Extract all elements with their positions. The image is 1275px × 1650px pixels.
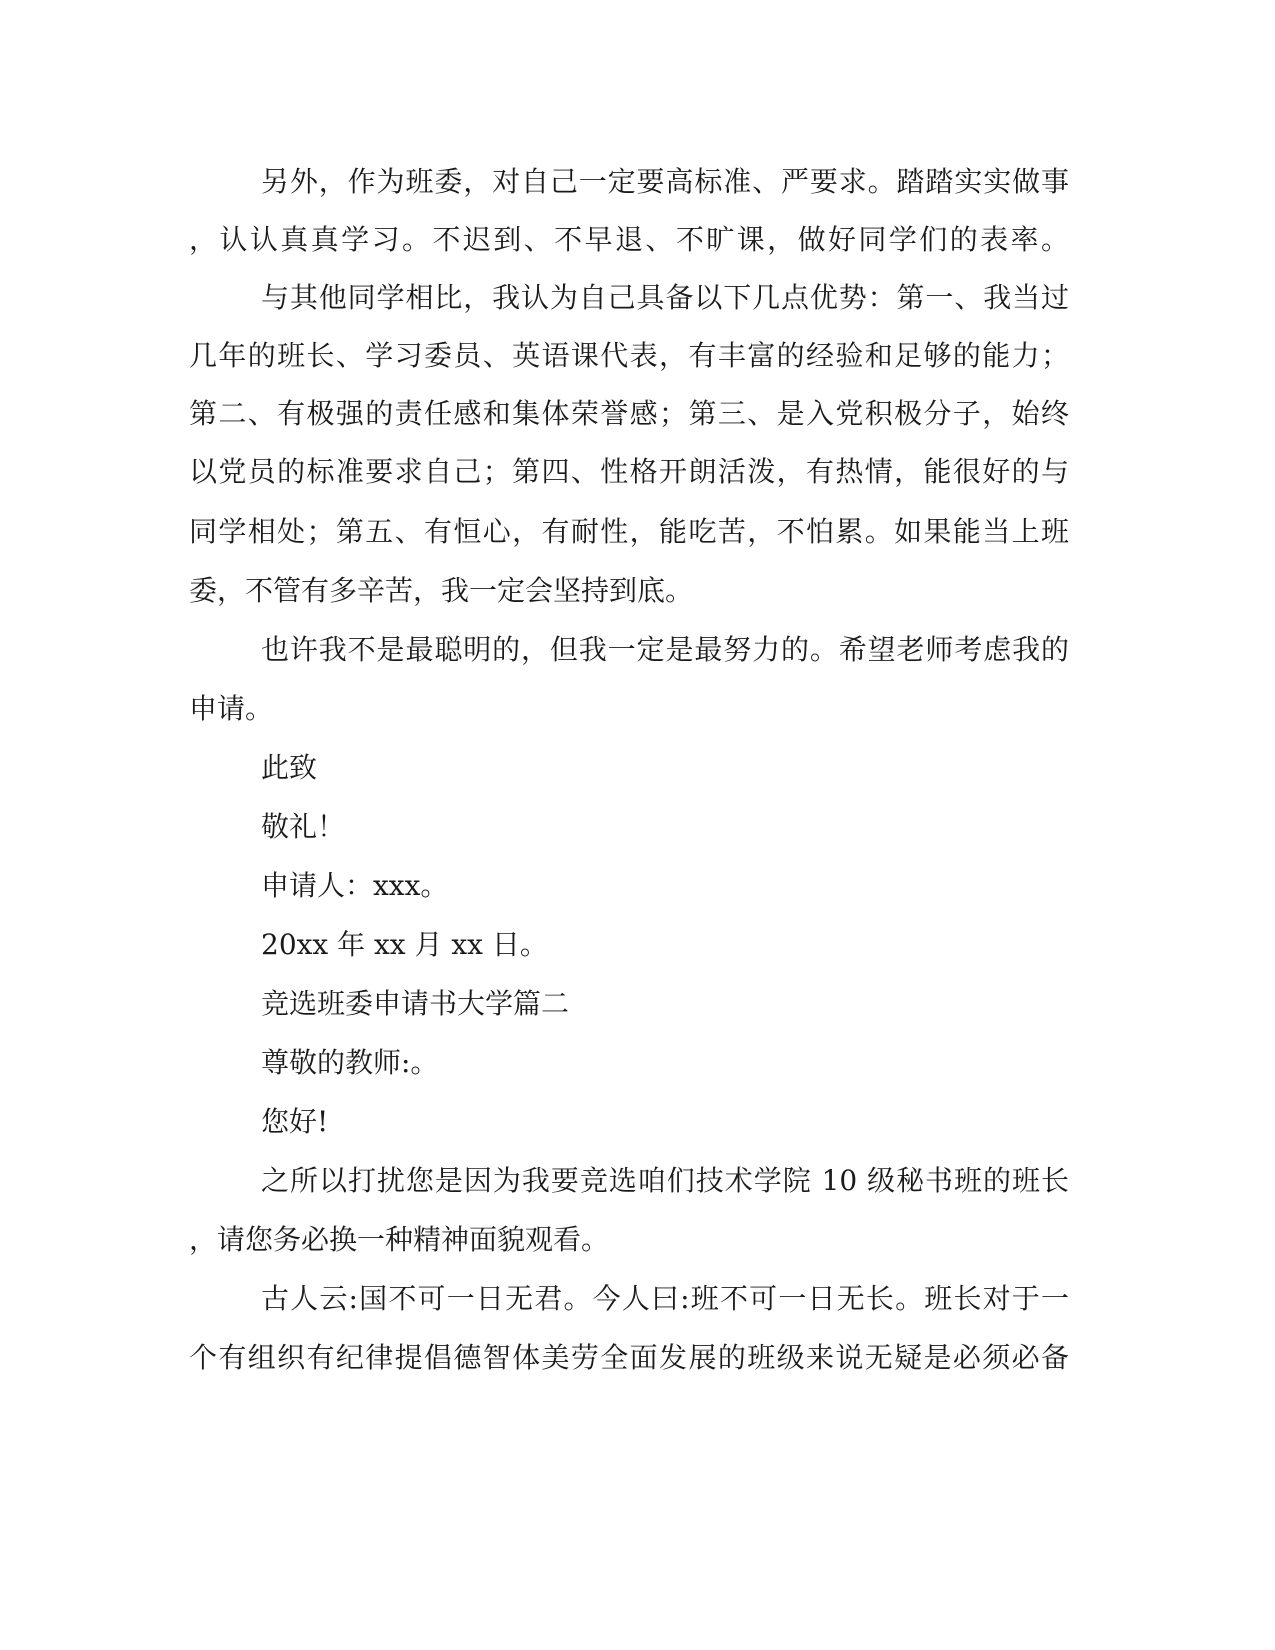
closing-regards: 敬礼！ xyxy=(261,810,346,843)
closing-salutation: 此致 xyxy=(261,751,318,784)
greeting-hello: 您好! xyxy=(261,1105,329,1138)
paragraph-line: 另外，作为班委，对自己一定要高标准、严要求。踏踏实实做事 xyxy=(261,165,1069,198)
paragraph-line: 几年的班长、学习委员、英语课代表，有丰富的经验和足够的能力； xyxy=(189,339,1069,372)
paragraph-line: ，认认真真学习。不迟到、不早退、不旷课，做好同学们的表率。 xyxy=(189,223,1069,256)
paragraph-line: 同学相处；第五、有恒心，有耐性，能吃苦，不怕累。如果能当上班 xyxy=(189,515,1069,548)
application-date: 20xx 年 xx 月 xx 日。 xyxy=(261,928,548,961)
paragraph-line: 也许我不是最聪明的，但我一定是最努力的。希望老师考虑我的 xyxy=(261,633,1069,666)
paragraph-line: 以党员的标准要求自己；第四、性格开朗活泼，有热情，能很好的与 xyxy=(189,455,1069,488)
paragraph-line: 古人云:国不可一日无君。今人曰:班不可一日无长。班长对于一 xyxy=(261,1282,1069,1315)
section-title: 竞选班委申请书大学篇二 xyxy=(261,987,570,1020)
paragraph-line: 与其他同学相比，我认为自己具备以下几点优势：第一、我当过 xyxy=(261,281,1069,314)
paragraph-line: 之所以打扰您是因为我要竞选咱们技术学院 10 级秘书班的班长 xyxy=(261,1164,1069,1197)
paragraph-line: 委，不管有多辛苦，我一定会坚持到底。 xyxy=(189,574,694,607)
paragraph-line: 个有组织有纪律提倡德智体美劳全面发展的班级来说无疑是必须必备 xyxy=(189,1341,1069,1374)
paragraph-line: ，请您务必换一种精神面貌观看。 xyxy=(189,1223,610,1256)
paragraph-line: 第二、有极强的责任感和集体荣誉感；第三、是入党积极分子，始终 xyxy=(189,397,1069,430)
greeting: 尊敬的教师:。 xyxy=(261,1046,439,1079)
applicant-name: 申请人：xxx。 xyxy=(261,869,449,902)
paragraph-line: 申请。 xyxy=(189,692,274,725)
